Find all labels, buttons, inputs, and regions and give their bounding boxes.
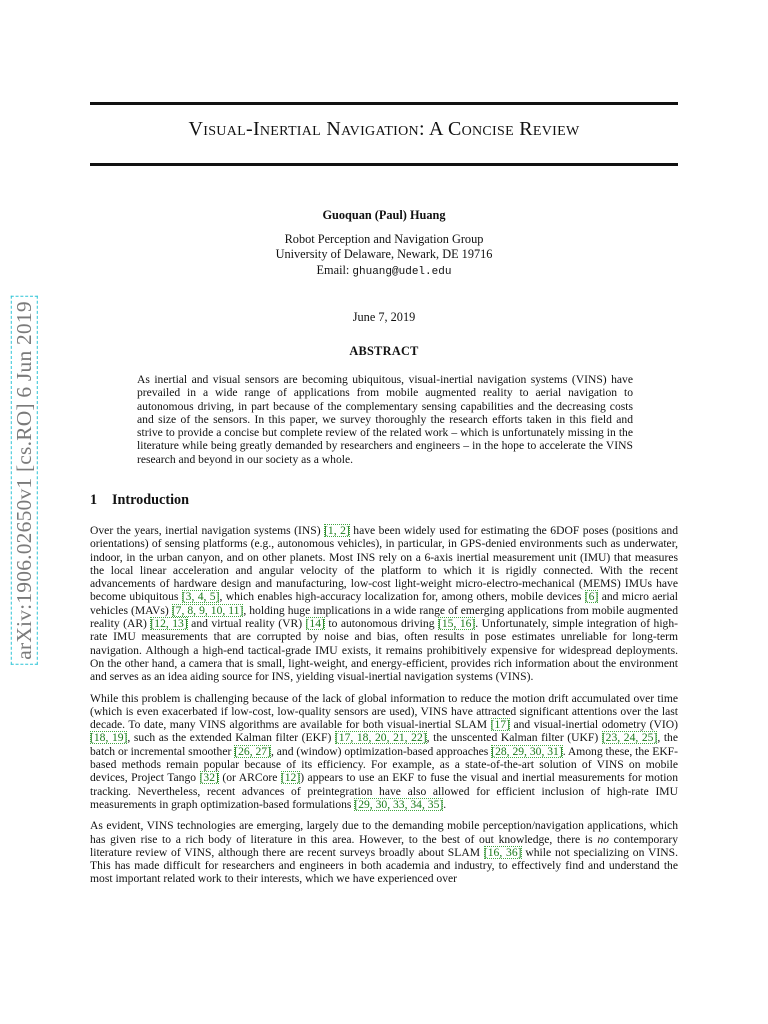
- text-run: while not specializing on VINS. This has made difficult for researchers and engineers in both academia and industry, to effectively find and understand the most important related work to their interests, which we have experienced over: [90, 845, 678, 886]
- title-rule-bottom: [90, 163, 678, 166]
- paper-date: June 7, 2019: [352, 310, 416, 324]
- text-run: have been widely used for estimating the 6DOF poses (positions and orientations) of sensing platforms (e.g., autonomous vehicles), in particular, in GPS-denied environments such as underwater, indoor, in the urban canyon, and on other planets. Most INS rely on a 6-axis inertial measurement unit (IMU) that measures the local linear acceleration and angular velocity of the platform to which it is rigidly connected. With the recent advancements of hardware design and manufacturing, low-cost light-weight micro-electro-mechanical (MEMS) IMUs have become ubiquitous: [90, 524, 679, 604]
- email-label: Email:: [316, 262, 353, 277]
- section-number: 1: [90, 492, 98, 508]
- emphasis-text: no: [597, 832, 609, 846]
- citation-link[interactable]: [14]: [305, 617, 325, 631]
- citation-link[interactable]: [7, 8, 9, 10, 11]: [171, 603, 244, 617]
- citation-link[interactable]: [17, 18, 20, 21, 22]: [334, 731, 427, 745]
- citation-link[interactable]: [32]: [199, 771, 219, 785]
- affiliation-university: University of Delaware, Newark, DE 19716: [275, 247, 493, 261]
- citation-link[interactable]: [23, 24, 25]: [601, 731, 658, 745]
- citation-link[interactable]: [29, 30, 33, 34, 35]: [354, 797, 444, 811]
- citation-link[interactable]: [16, 36]: [483, 845, 522, 859]
- paragraph-2: [90, 692, 678, 812]
- paragraph-1: [90, 524, 678, 684]
- affiliation-group: Robot Perception and Navigation Group: [284, 231, 484, 246]
- author-name: Guoquan (Paul) Huang: [322, 208, 446, 222]
- paragraph-3: [90, 819, 678, 885]
- author-email[interactable]: ghuang@udel.edu: [352, 265, 452, 278]
- citation-link[interactable]: [18, 19]: [90, 731, 128, 745]
- text-run: . Among these, the EKF-based methods remain popular because of its efficiency. For example, as a state-of-the-art solution of VINS on mobile devices, Project Tango: [90, 744, 678, 785]
- text-run: ) appears to use an EKF to fuse the visual and inertial measurements for motion tracking. Nevertheless, recent advances of preintegration have also allowed for efficient inclusion of high-rate IMU measurements in graph optimization-based formulations: [90, 771, 679, 811]
- abstract-heading: [90, 344, 678, 359]
- text-run: , which enables high-accuracy localization for, among others, mobile devices: [219, 590, 585, 604]
- text-run: contemporary literature review of VINS, although there are recent surveys broadly about SLAM: [90, 832, 678, 859]
- introduction-body: [90, 524, 678, 894]
- text-run: and virtual reality (VR): [187, 617, 306, 631]
- arxiv-identifier[interactable]: arXiv:1906.02650v1 [cs.RO] 6 Jun 2019: [11, 296, 38, 665]
- citation-link[interactable]: [15, 16]: [437, 617, 476, 631]
- text-run: Over the years, inertial navigation systems (INS): [90, 524, 325, 537]
- text-run: .: [443, 797, 447, 811]
- text-run: to autonomous driving: [324, 617, 438, 631]
- title-rule-top: [90, 102, 678, 105]
- text-run: While this problem is challenging because of the lack of global information to reduce the motion drift accumulated over time (which is even exacerbated if low-cost, low-quality sensors are used), VINS have attracted significant attentions over the last decade. To date, many VINS algorithms are available for both visual-inertial SLAM: [90, 691, 678, 732]
- citation-link[interactable]: [6]: [584, 590, 599, 604]
- author-email-line: [90, 263, 678, 281]
- text-run: (or ARCore: [218, 771, 281, 785]
- citation-link[interactable]: [3, 4, 5]: [181, 590, 220, 604]
- text-run: , the unscented Kalman filter (UKF): [426, 731, 602, 745]
- section-title: Introduction: [112, 492, 189, 508]
- text-run: , holding huge implications in a wide range of emerging applications from mobile augmented reality (AR): [90, 603, 678, 631]
- author-block: [90, 208, 678, 280]
- text-run: As evident, VINS technologies are emerging, largely due to the demanding mobile perception/navigation applications, which has given rise to a rich body of literature in this area. However, to the best of out knowledge, there is: [90, 819, 678, 846]
- text-run: and visual-inertial odometry (VIO): [509, 718, 679, 732]
- section-heading-introduction: [90, 492, 189, 509]
- citation-link[interactable]: [28, 29, 30, 31]: [491, 744, 563, 758]
- paper-title: Visual-Inertial Navigation: A Concise Review: [188, 118, 580, 140]
- citation-link[interactable]: [17]: [490, 718, 510, 732]
- text-run: . Unfortunately, simple integration of high-rate IMU measurements that are corrupted by noise and bias, often results in pose estimates unreliable for long-term navigation. Although a high-end tactical-grade IMU exists, it remains prohibitively expensive for widespread deployments. On the other hand, a camera that is small, light-weight, and energy-efficient, provides rich information about the environment and serves as an idea aiding source for INS, yielding visual-inertial navigation systems (VINS).: [90, 617, 679, 684]
- abstract-heading-text: ABSTRACT: [349, 344, 419, 358]
- arxiv-stamp: [4, 254, 44, 706]
- text-run: , such as the extended Kalman filter (EKF): [127, 731, 335, 745]
- abstract-text: As inertial and visual sensors are becoming ubiquitous, visual-inertial navigation systems (VINS) have prevailed in a wide range of applications from mobile augmented reality to aerial navigation to autonomous driving, in part because of the complementary sensing capabilities and the decreasing costs and size of the sensors. In this paper, we survey thoroughly the research efforts taken in this field and strive to provide a concise but complete review of the related work – which is unfortunately missing in the literature while being greatly demanded by researchers and engineers – in the hope to accelerate the VINS research and beyond in our society as a whole.: [137, 373, 633, 466]
- citation-link[interactable]: [26, 27]: [234, 744, 271, 758]
- citation-link[interactable]: [12, 13]: [150, 617, 188, 631]
- citation-link[interactable]: [1, 2]: [324, 524, 350, 537]
- text-run: and micro aerial vehicles (MAVs): [90, 590, 678, 617]
- text-run: , and (window) optimization-based approaches: [270, 744, 492, 758]
- text-run: , the batch or incremental smoother: [90, 731, 678, 758]
- citation-link[interactable]: [12]: [280, 771, 301, 785]
